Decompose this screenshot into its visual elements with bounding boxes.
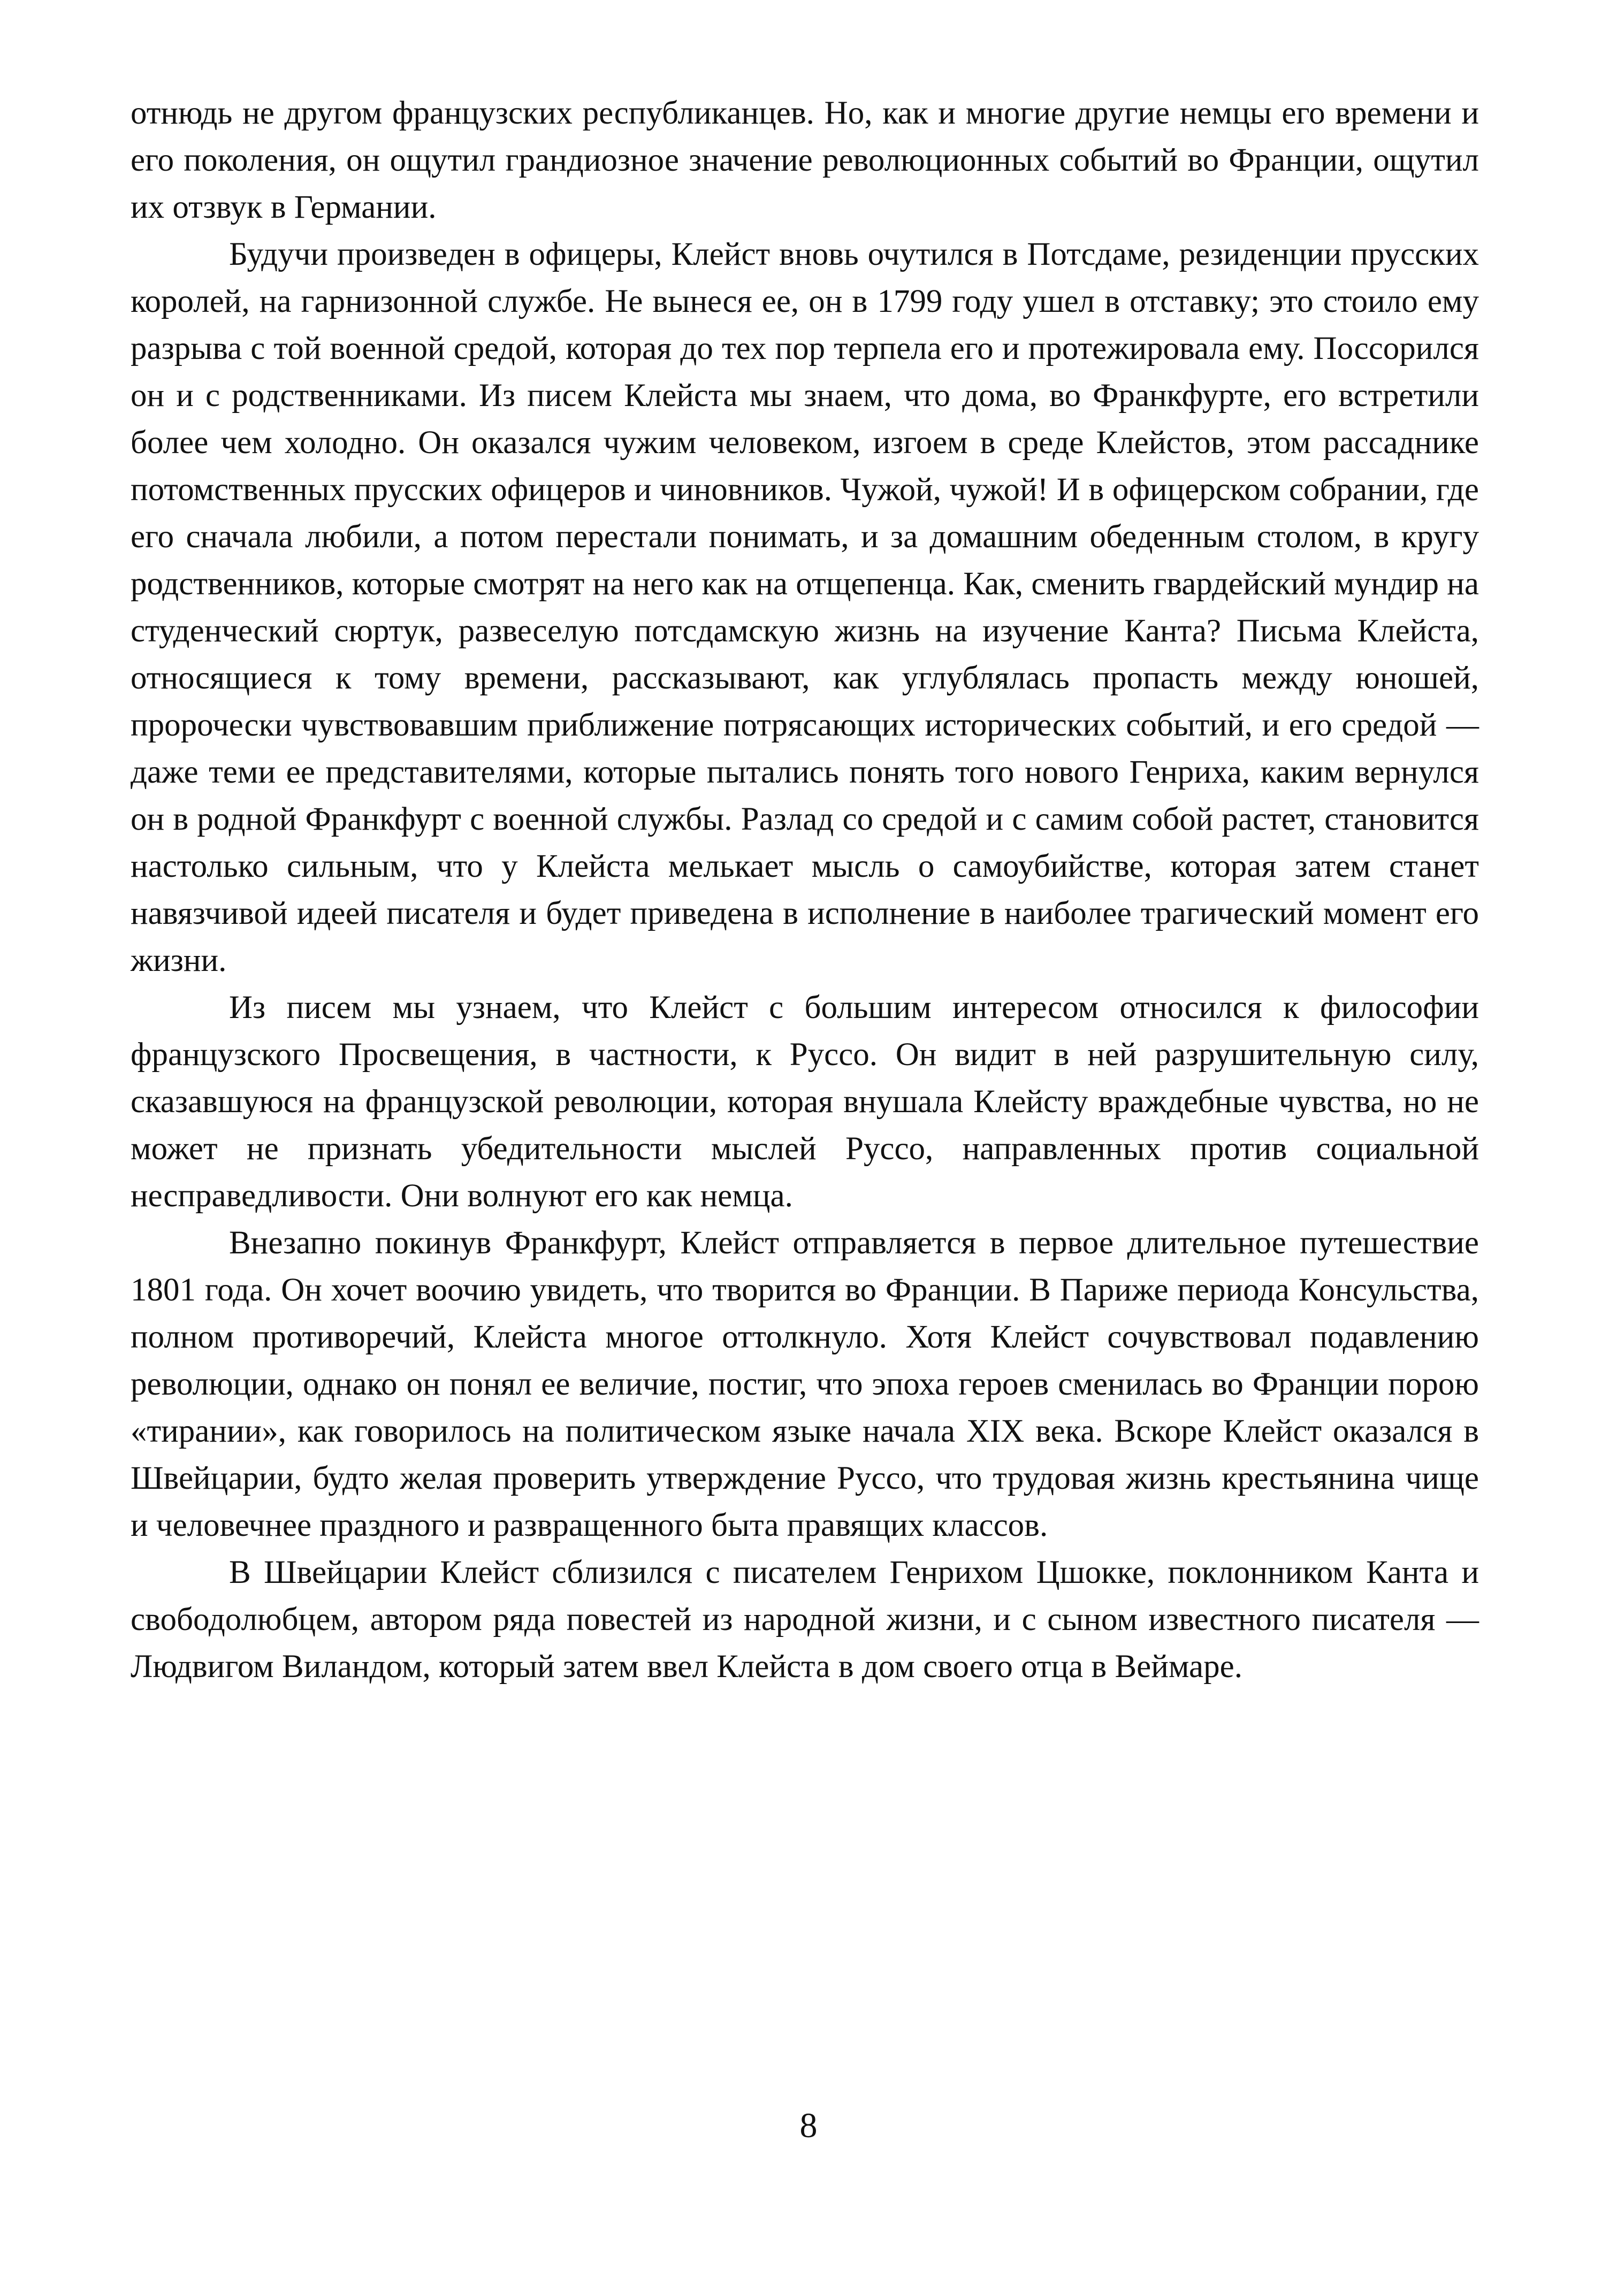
body-text: [131, 90, 1479, 1690]
page-number: 8: [799, 2106, 818, 2145]
paragraph-4: Внезапно покинув Франкфурт, Клейст отправляется в первое длительное путешествие 1801 года. Он хочет воочию увидеть, что творится во Франции. В Париже периода Консульства, полном противоречий, Клейста многое оттолкнуло. Хотя Клейст сочувствовал подавлению революции, однако он понял ее величие, постиг, что эпоха героев сменилась во Франции порою «тирании», как говорилось на политическом языке начала XIX века. Вскоре Клейст оказался в Швейцарии, будто желая проверить утверждение Руссо, что трудовая жизнь крестьянина чище и человечнее праздного и развращенного быта правящих классов.: [131, 1225, 1479, 1543]
paragraph-5: В Швейцарии Клейст сблизился с писателем Генрихом Цшокке, поклонником Канта и свободолюбцем, автором ряда повестей из народной жизни, и с сыном известного писателя — Людвигом Виландом, который затем ввел Клейста в дом своего отца в Веймаре.: [131, 1555, 1479, 1685]
paragraph-3: Из писем мы узнаем, что Клейст с большим интересом относился к философии французского Просвещения, в частности, к Руссо. Он видит в ней разрушительную силу, сказавшуюся на французской революции, которая внушала Клейсту враждебные чувства, но не может не признать убедительности мыслей Руссо, направленных против социальной несправедливости. Они волнуют его как немца.: [131, 990, 1479, 1214]
paragraph-2: Будучи произведен в офицеры, Клейст вновь очутился в Потсдаме, резиденции прусских королей, на гарнизонной службе. Не вынеся ее, он в 1799 году ушел в отставку; это стоило ему разрыва с той военной средой, которая до тех пор терпела его и протежировала ему. Поссорился он и с родственниками. Из писем Клейста мы знаем, что дома, во Франкфурте, его встретили более чем холодно. Он оказался чужим человеком, изгоем в среде Клейстов, этом рассаднике потомственных прусских офицеров и чиновников. Чужой, чужой! И в офицерском собрании, где его сначала любили, а потом перестали понимать, и за домашним обеденным столом, в кругу родственников, которые смотрят на него как на отщепенца. Как, сменить гвардейский мундир на студенческий сюртук, развеселую потсдамскую жизнь на изучение Канта? Письма Клейста, относящиеся к тому времени, рассказывают, как углублялась пропасть между юношей, пророчески чувствовавшим приближение потрясающих исторических событий, и его средой — даже теми ее представителями, которые пытались понять того нового Генриха, каким вернулся он в родной Франкфурт с военной службы. Разлад со средой и с самим собой растет, становится настолько сильным, что у Клейста мелькает мысль о самоубийстве, которая затем станет навязчивой идеей писателя и будет приведена в исполнение в наиболее трагический момент его жизни.: [131, 236, 1479, 978]
paragraph-1: отнюдь не другом французских республиканцев. Но, как и многие другие немцы его времени и его поколения, он ощутил грандиозное значение революционных событий во Франции, ощутил их отзвук в Германии.: [131, 95, 1479, 225]
